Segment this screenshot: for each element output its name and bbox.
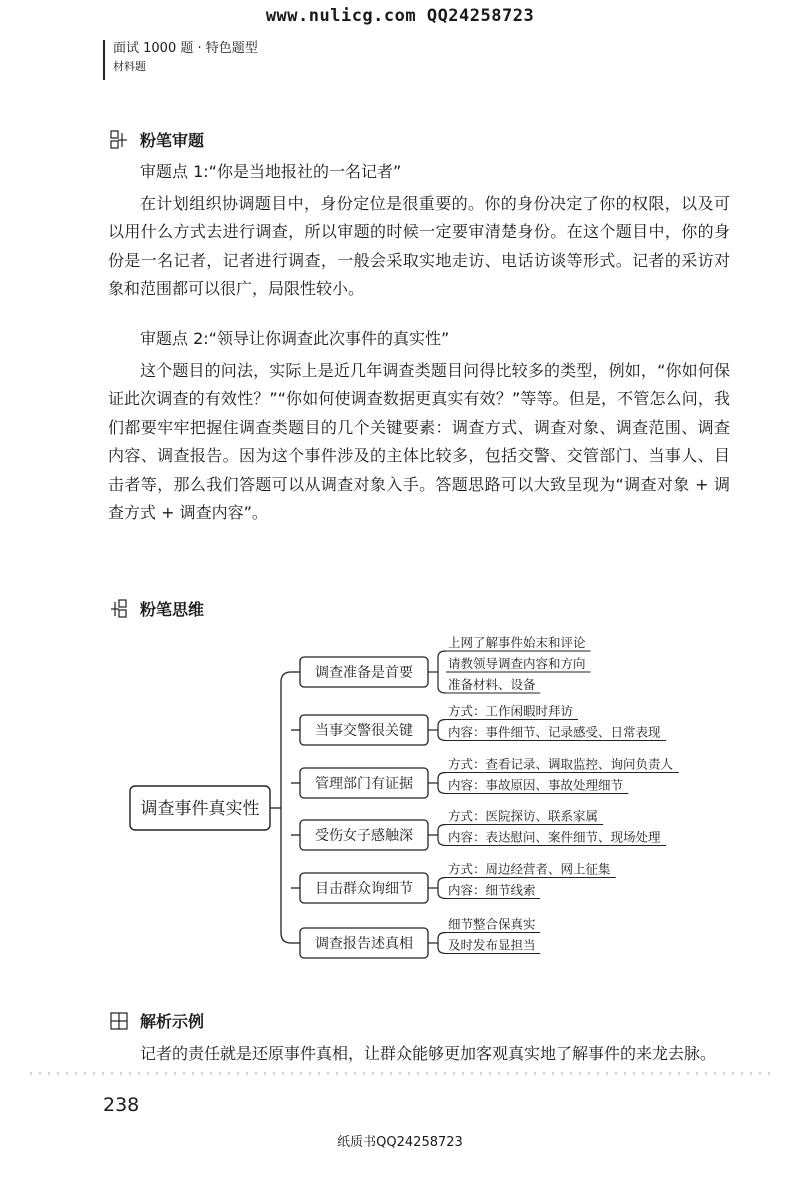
mindmap-leaf-label: 方式：医院探访、联系家属 <box>448 808 599 824</box>
mindmap-leaf-bracket <box>438 773 446 794</box>
mindmap-leaf-label: 上网了解事件始末和评论 <box>448 635 586 650</box>
review-point-1: 审题点 1:“你是当地报社的一名记者” <box>140 162 402 181</box>
mindmap-branch-label: 当事交警很关键 <box>315 723 413 739</box>
mindmap-leaf-bracket <box>438 933 446 954</box>
mindmap-leaf-bracket <box>438 878 446 899</box>
mindmap-branch-label: 受伤女子感触深 <box>315 828 413 844</box>
mindmap-leaf-label: 方式：工作闲暇时拜访 <box>448 703 574 719</box>
mindmap-leaf-label: 内容：表达慰问、案件细节、现场处理 <box>448 829 661 845</box>
review-point-2-paragraph: 这个题目的问法，实际上是近几年调查类题目问得比较多的类型，例如，“你如何保证此次调查的有效性？”“你如何使调查数据更真实有效？”等等。但是，不管怎么问，我们都要牢牢把握住调查类题目的几个关键要素：调查方式、调查对象、调查范围、调查内容、调查报告。因为这个事件涉及的主体比较多，包括交警、交管部门、当事人、目击者等，那么我们答题可以从调查对象入手。答题思路可以大致呈现为“调查对象 + 调查方式 + 调查内容”。 <box>108 361 730 523</box>
mindmap-leaf-label: 内容：事件细节、记录感受、日常表现 <box>448 724 661 740</box>
mindmap-branch-label: 调查报告述真相 <box>315 936 413 952</box>
analysis-paragraph: 记者的责任就是还原事件真相，让群众能够更加客观真实地了解事件的来龙去脉。 <box>140 1044 717 1063</box>
mindmap-leaf-bracket <box>438 651 446 693</box>
mindmap-leaf-label: 请教领导调查内容和方向 <box>448 656 586 671</box>
mindmap-leaf-label: 内容：细节线索 <box>448 882 536 898</box>
mindmap-spine <box>281 672 291 943</box>
mindmap-branch-label: 调查准备是首要 <box>315 665 413 681</box>
mindmap-leaf-label: 方式：查看记录、调取监控、询问负责人 <box>448 756 674 772</box>
mindmap-leaf-bracket <box>438 720 446 741</box>
header-subtitle: 材料题 <box>113 60 146 73</box>
page-number: 238 <box>103 1094 140 1116</box>
header-title: 面试 1000 题 · 特色题型 <box>113 41 258 56</box>
section-bracket-icon <box>110 1011 128 1031</box>
mindmap-leaf-bracket <box>438 825 446 846</box>
section-title-text: 粉笔审题 <box>140 131 205 150</box>
section-title-text: 解析示例 <box>140 1012 205 1031</box>
mindmap-branch-label: 目击群众询细节 <box>315 881 413 897</box>
mindmap-leaf-label: 方式：周边经营者、网上征集 <box>448 861 611 877</box>
mindmap-branch-label: 管理部门有证据 <box>315 776 413 792</box>
section-title-text: 粉笔思维 <box>140 600 205 619</box>
mindmap-root-label: 调查事件真实性 <box>140 799 260 819</box>
mindmap-leaf-label: 及时发布显担当 <box>448 937 536 953</box>
review-point-1-paragraph: 在计划组织协调题目中，身份定位是很重要的。你的身份决定了你的权限，以及可以用什么方式去进行调查，所以审题的时候一定要审清楚身份。在这个题目中，你的身份是一名记者，记者进行调查，一般会采取实地走访、电话访谈等形式。记者的采访对象和范围都可以很广，局限性较小。 <box>108 194 730 299</box>
watermark-top: www.nulicg.com QQ24258723 <box>265 6 535 26</box>
watermark-bottom: 纸质书QQ24258723 <box>337 1135 463 1150</box>
mindmap-leaf-label: 内容：事故原因、事故处理细节 <box>448 777 624 793</box>
mindmap-leaf-label: 准备材料、设备 <box>448 677 536 692</box>
review-point-2: 审题点 2:“领导让你调查此次事件的真实性” <box>140 329 450 348</box>
scan-artifact-dots <box>30 1072 770 1075</box>
section-title-analysis <box>110 1009 204 1032</box>
mindmap-leaf-label: 细节整合保真实 <box>448 916 536 932</box>
